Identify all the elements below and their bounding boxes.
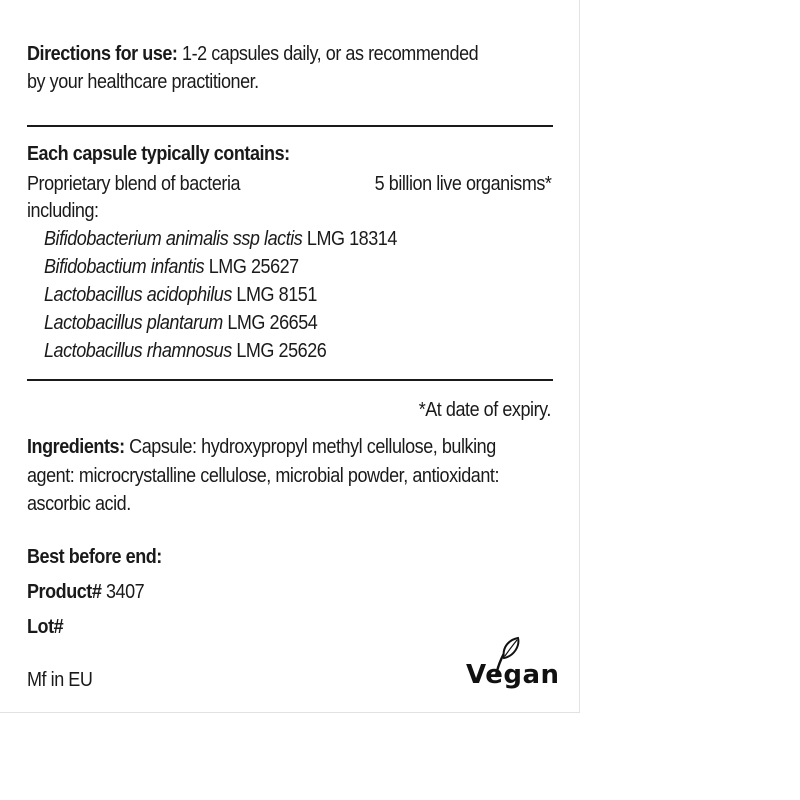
strain-name: Bifidobacterium animalis ssp lactis bbox=[44, 228, 303, 250]
blend-line-2: including: bbox=[27, 200, 99, 222]
strain-code: LMG 18314 bbox=[302, 228, 397, 250]
strain-name: Lactobacillus acidophilus bbox=[44, 284, 232, 306]
lot-label: Lot# bbox=[27, 616, 64, 638]
product-value: 3407 bbox=[101, 581, 145, 603]
strain-code: LMG 8151 bbox=[231, 284, 317, 306]
directions-text: 1-2 capsules daily, or as recommended bbox=[177, 43, 479, 65]
divider-top bbox=[27, 125, 553, 127]
strain-code: LMG 26654 bbox=[222, 312, 318, 334]
strain-row bbox=[44, 281, 317, 309]
ingredients-line-2: agent: microcrystalline cellulose, microbial powder, antioxidant: bbox=[27, 465, 499, 487]
directions-label: Directions for use: bbox=[27, 43, 178, 65]
vegan-badge bbox=[466, 636, 560, 694]
origin-text: Mf in EU bbox=[27, 669, 93, 691]
strain-name: Lactobacillus rhamnosus bbox=[44, 340, 232, 362]
strain-name: Lactobacillus plantarum bbox=[44, 312, 223, 334]
strain-row bbox=[44, 253, 299, 281]
strain-row bbox=[44, 309, 317, 337]
composition-heading: Each capsule typically contains: bbox=[27, 143, 290, 165]
divider-bottom bbox=[27, 379, 553, 381]
best-before-label: Best before end: bbox=[27, 546, 162, 568]
product-label: Product# bbox=[27, 581, 102, 603]
directions-line-2: by your healthcare practitioner. bbox=[27, 71, 259, 93]
blend-amount: 5 billion live organisms* bbox=[374, 173, 551, 195]
expiry-footnote: *At date of expiry. bbox=[418, 399, 551, 421]
strain-row bbox=[44, 225, 397, 253]
strain-name: Bifidobactium infantis bbox=[44, 256, 205, 278]
directions-line-1 bbox=[27, 40, 478, 68]
ingredients-label: Ingredients: bbox=[27, 436, 125, 458]
strain-code: LMG 25627 bbox=[204, 256, 299, 278]
ingredients-line-3: ascorbic acid. bbox=[27, 493, 131, 515]
blend-line-1: Proprietary blend of bacteria bbox=[27, 173, 241, 195]
strain-row bbox=[44, 337, 326, 365]
product-number bbox=[27, 578, 144, 606]
vegan-text: Vegan bbox=[466, 660, 560, 690]
ingredients-line-1 bbox=[27, 433, 496, 461]
ingredients-text: Capsule: hydroxypropyl methyl cellulose, bulking bbox=[124, 436, 496, 458]
strain-code: LMG 25626 bbox=[231, 340, 327, 362]
